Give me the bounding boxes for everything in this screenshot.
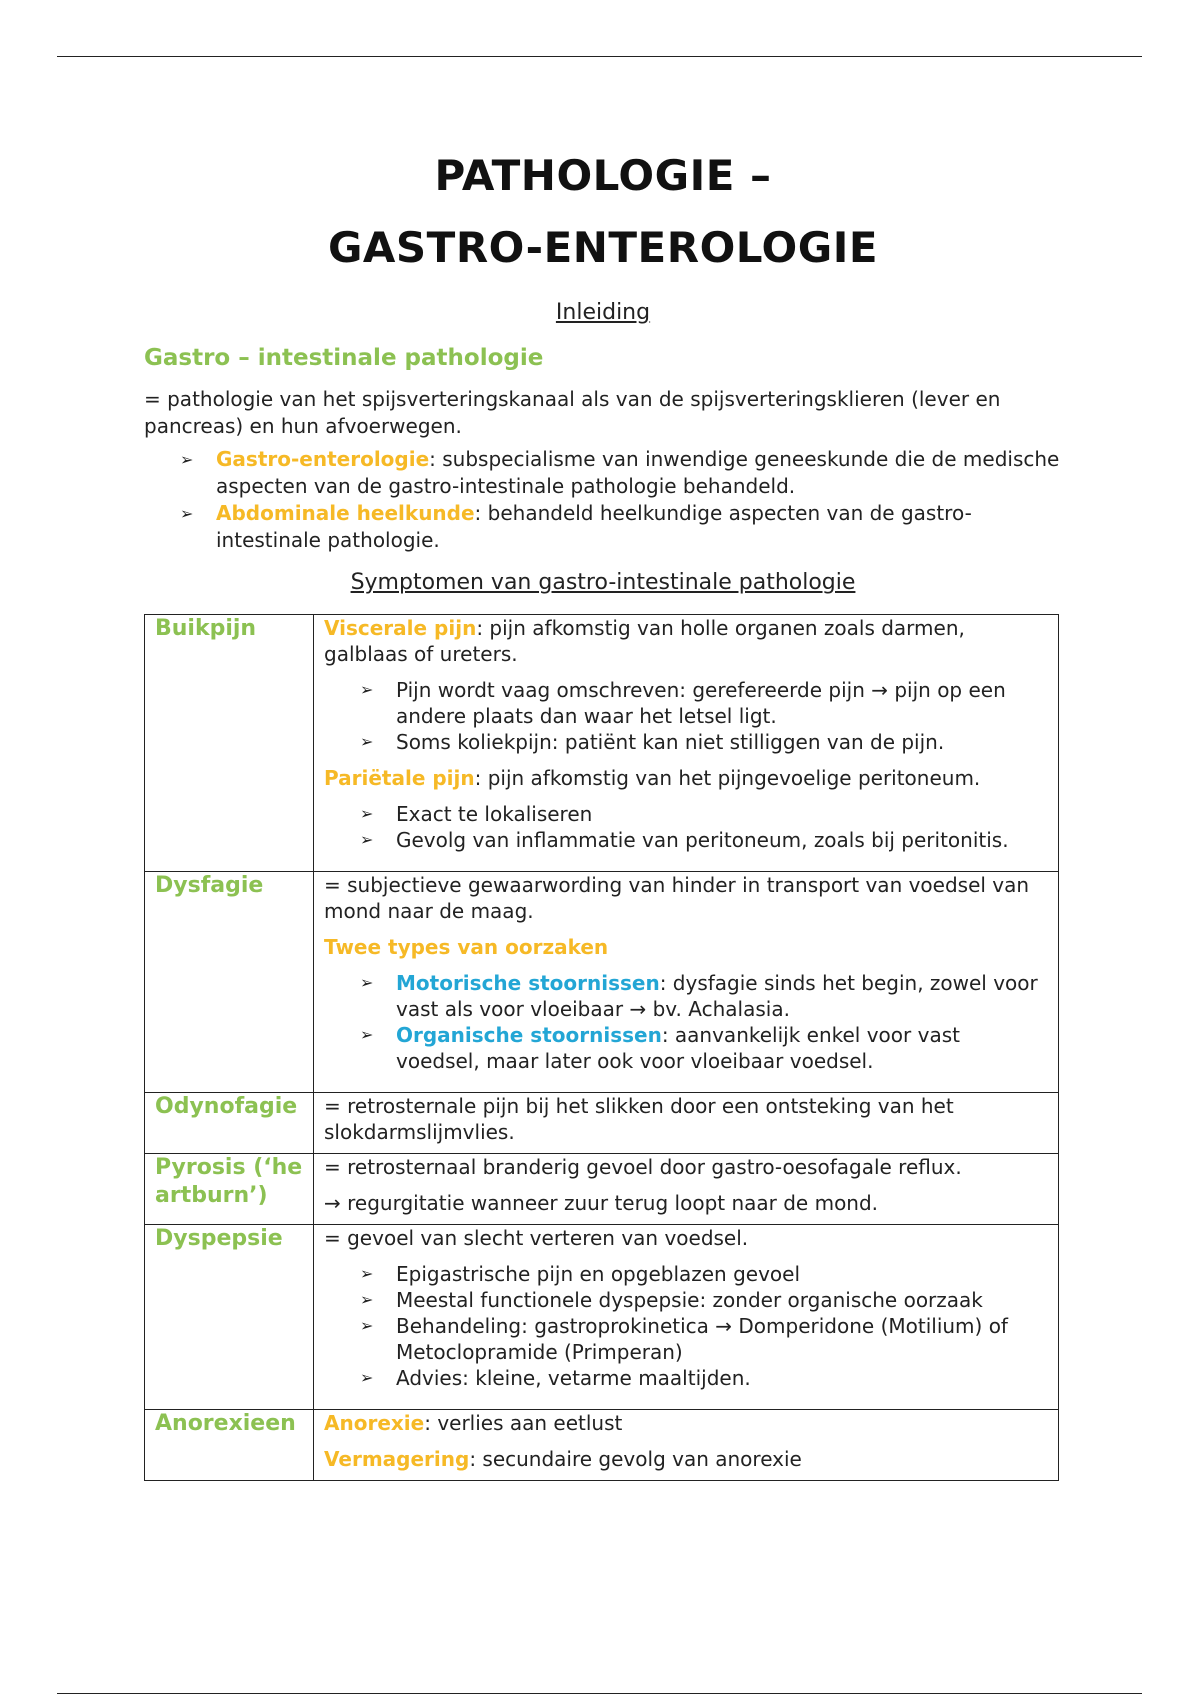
symptoms-heading: Symptomen van gastro-intestinale pathologie [350,570,856,595]
symptoms-table [144,614,1059,1481]
arrow-bullet-icon: ➢ [180,504,194,523]
table-row [145,1225,1059,1410]
arrow-bullet-icon: ➢ [360,1025,374,1044]
arrow-bullet-icon: ➢ [360,1290,374,1309]
term-cell: Dyspepsie [145,1225,314,1410]
list-item: ➢ Abdominale heelkunde: behandeld heelkundige aspecten van de gastro-intestinale pathologie. [180,501,972,552]
list-item: ➢ Epigastrische pijn en opgeblazen gevoel [360,1262,801,1286]
description-cell: = retrosternale pijn bij het slikken door een ontsteking van het slokdarmslijmvlies. [314,1093,1059,1154]
table-row [145,615,1059,872]
list-item: ➢ Organische stoornissen: aanvankelijk enkel voor vast voedsel, maar later ook voor vloeibaar voedsel. [360,1023,960,1073]
description-cell: = retrosternaal branderig gevoel door gastro-oesofagale reflux. → regurgitatie wanneer zuur terug loopt naar de mond. [314,1154,1059,1225]
table-row [145,1410,1059,1481]
title-line-1: PATHOLOGIE – [434,151,772,200]
list-item: ➢ Exact te lokaliseren [360,802,593,826]
document-page [144,140,1062,1481]
top-rule [57,56,1142,57]
list-item: ➢ Pijn wordt vaag omschreven: gerefereerde pijn → pijn op een andere plaats dan waar het letsel ligt. [360,678,1006,728]
list-item: ➢ Behandeling: gastroprokinetica → Domperidone (Motilium) of Metoclopramide (Primperan) [360,1314,1008,1364]
title-line-2: GASTRO-ENTEROLOGIE [327,223,879,272]
description-cell: Viscerale pijn: pijn afkomstig van holle organen zoals darmen, galblaas of ureters. ➢ Pijn wordt vaag omschreven: gerefereerde pijn → pijn op een andere plaats dan waar het letsel ligt. ➢ Soms koliekpijn: patiënt kan niet stilliggen van de pijn. Pariëtale pijn: pijn afkomstig van het pijngevoelige peritoneum. ➢ Exact te lokaliseren ➢ Gevolg van inflammatie van peritoneum, zoals bij peritonitis. [314,615,1059,872]
arrow-bullet-icon: ➢ [360,732,374,751]
arrow-bullet-icon: ➢ [180,450,194,469]
page-title [144,140,1062,284]
bottom-rule [57,1693,1142,1694]
intro-bullets [144,446,1062,554]
list-item: ➢ Soms koliekpijn: patiënt kan niet stilliggen van de pijn. [360,730,945,754]
term-cell: Dysfagie [145,872,314,1093]
list-item: ➢ Advies: kleine, vetarme maaltijden. [360,1366,751,1390]
section-heading: Gastro – intestinale pathologie [144,345,544,371]
description-cell: Anorexie: verlies aan eetlust Vermagering: secundaire gevolg van anorexie [314,1410,1059,1481]
table-row [145,1093,1059,1154]
term-cell: Buikpijn [145,615,314,872]
term-cell: Anorexieen [145,1410,314,1481]
list-item: ➢ Meestal functionele dyspepsie: zonder organische oorzaak [360,1288,983,1312]
arrow-bullet-icon: ➢ [360,1316,374,1335]
arrow-bullet-icon: ➢ [360,973,374,992]
arrow-bullet-icon: ➢ [360,804,374,823]
term-cell: Pyrosis (‘heartburn’) [145,1154,314,1225]
table-row [145,872,1059,1093]
arrow-bullet-icon: ➢ [360,680,374,699]
arrow-bullet-icon: ➢ [360,1368,374,1387]
description-cell: = gevoel van slecht verteren van voedsel. ➢ Epigastrische pijn en opgeblazen gevoel ➢ Meestal functionele dyspepsie: zonder organische oorzaak ➢ Behandeling: gastroprokinetica → Domperidone (Motilium) of Metoclopramide (Primperan) ➢ Advies: kleine, vetarme maaltijden. [314,1225,1059,1410]
definition-paragraph: = pathologie van het spijsverteringskanaal als van de spijsverteringsklieren (lever en pancreas) en hun afvoerwegen. [144,387,1001,438]
list-item: ➢ Motorische stoornissen: dysfagie sinds het begin, zowel voor vast als voor vloeibaar → bv. Achalasia. [360,971,1038,1021]
term-cell: Odynofagie [145,1093,314,1154]
list-item: ➢ Gevolg van inflammatie van peritoneum, zoals bij peritonitis. [360,828,1009,852]
intro-heading: Inleiding [555,300,651,325]
arrow-bullet-icon: ➢ [360,1264,374,1283]
list-item: ➢ Gastro-enterologie: subspecialisme van inwendige geneeskunde die de medische aspecten van de gastro-intestinale pathologie behandeld. [180,447,1060,498]
table-row [145,1154,1059,1225]
arrow-bullet-icon: ➢ [360,830,374,849]
description-cell: = subjectieve gewaarwording van hinder in transport van voedsel van mond naar de maag. Twee types van oorzaken ➢ Motorische stoornissen: dysfagie sinds het begin, zowel voor vast als voor vloeibaar → bv. Achalasia. ➢ Organische stoornissen: aanvankelijk enkel voor vast voedsel, maar later ook voor vloeibaar voedsel. [314,872,1059,1093]
